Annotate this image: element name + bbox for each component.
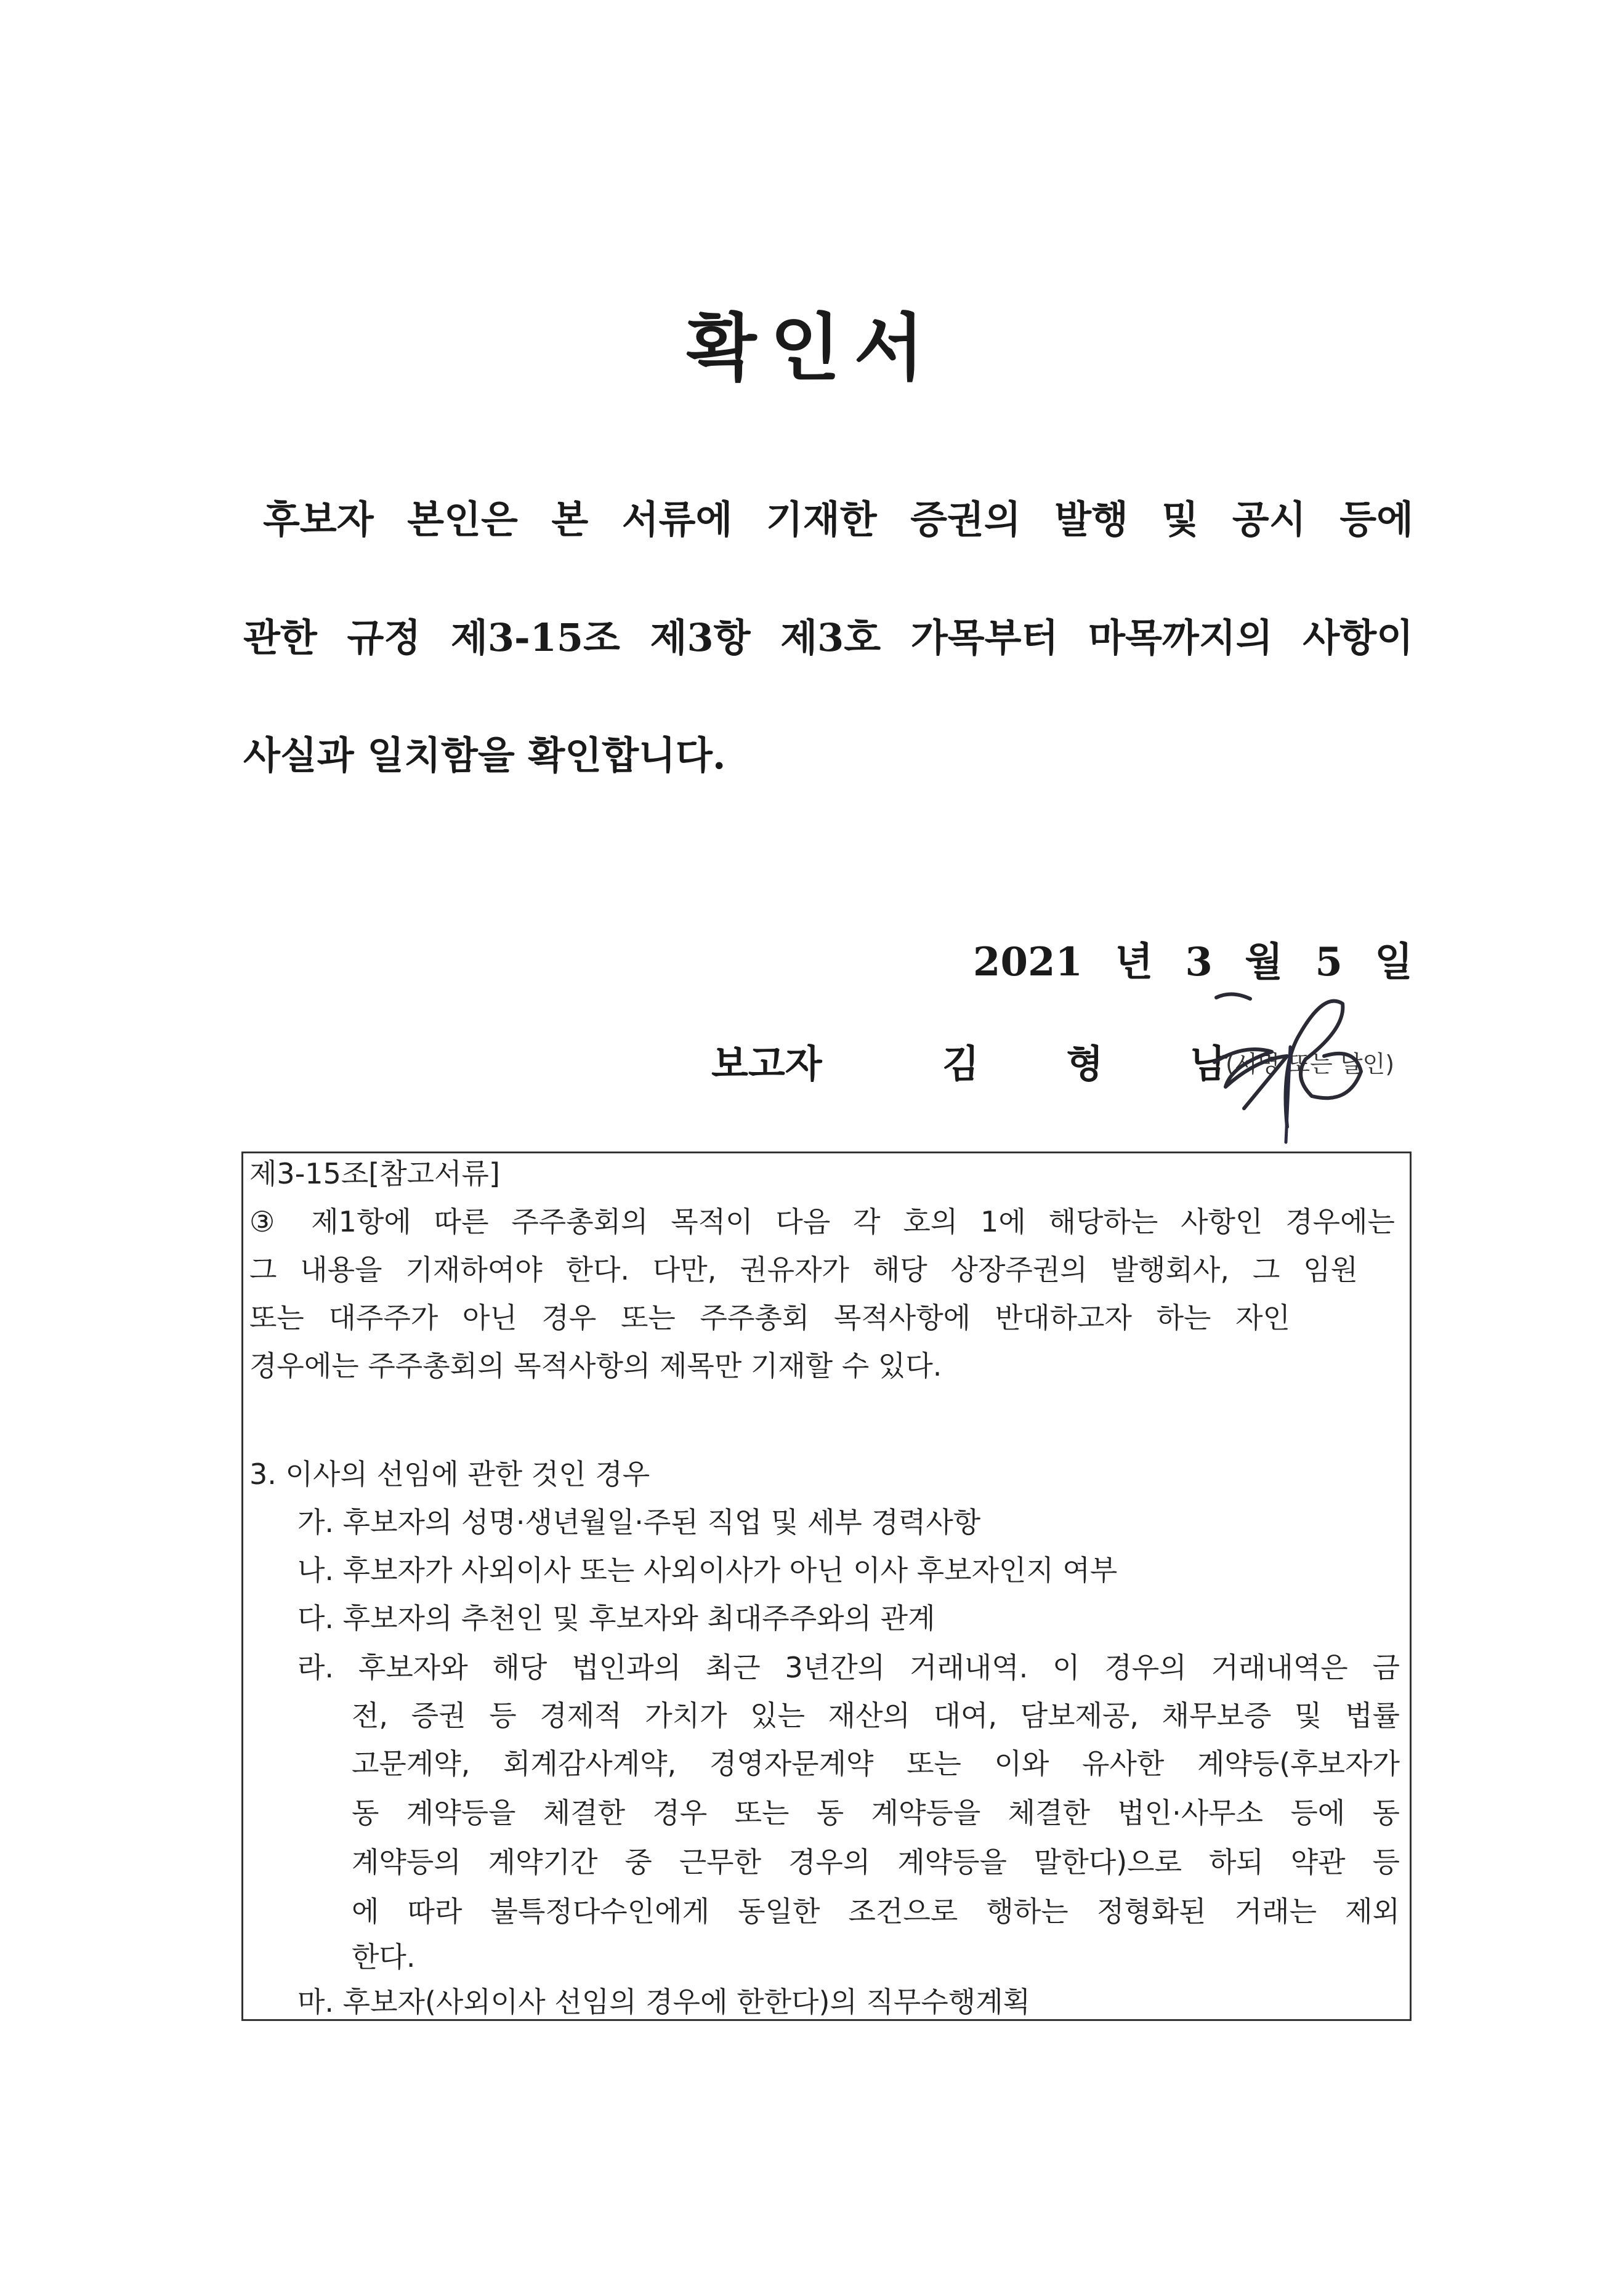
list-item: 라. 후보자와 해당 법인과의 최근 3년간의 거래내역. 이 경우의 거래내역은 금 bbox=[297, 1651, 1400, 1684]
reference-heading: 제3-15조[참고서류] bbox=[249, 1157, 500, 1190]
statement-line: 사실과 일치함을 확인합니다. bbox=[243, 733, 726, 778]
reference-line: 그 내용을 기재하여야 한다. 다만, 권유자가 해당 상장주권의 발행회사, 그 임원 bbox=[249, 1253, 1358, 1286]
list-item-continuation: 한다. bbox=[352, 1940, 416, 1974]
list-item-continuation: 계약등의 계약기간 중 근무한 경우의 계약등을 말한다)으로 하되 약관 등 bbox=[352, 1845, 1400, 1879]
list-item-continuation: 전, 증권 등 경제적 가치가 있는 재산의 대여, 담보제공, 채무보증 및 법률 bbox=[352, 1699, 1400, 1732]
list-item: 마. 후보자(사외이사 선임의 경우에 한한다)의 직무수행계획 bbox=[297, 1985, 1031, 2019]
reference-line: 경우에는 주주총회의 목적사항의 제목만 기재할 수 있다. bbox=[249, 1349, 942, 1382]
reporter-name: 김 형 남 bbox=[942, 1041, 1264, 1086]
reference-box bbox=[241, 1152, 1412, 2021]
statement-line: 후보자 본인은 본 서류에 기재한 증권의 발행 및 공시 등에 bbox=[263, 497, 1413, 542]
statement-line: 관한 규정 제3-15조 제3항 제3호 가목부터 마목까지의 사항이 bbox=[243, 615, 1413, 660]
date: 2021 년 3 월 5 일 bbox=[972, 939, 1413, 985]
list-item: 나. 후보자가 사외이사 또는 사외이사가 아닌 이사 후보자인지 여부 bbox=[297, 1554, 1118, 1587]
list-item-continuation: 동 계약등을 체결한 경우 또는 동 계약등을 체결한 법인·사무소 등에 동 bbox=[352, 1796, 1400, 1829]
list-item-continuation: 에 따라 불특정다수인에게 동일한 조건으로 행하는 정형화된 거래는 제외 bbox=[352, 1895, 1400, 1928]
list-item: 다. 후보자의 추천인 및 후보자와 최대주주와의 관계 bbox=[297, 1602, 935, 1635]
reporter-label: 보고자 bbox=[711, 1041, 822, 1086]
list-item: 가. 후보자의 성명·생년월일·주된 직업 및 세부 경력사항 bbox=[297, 1506, 981, 1539]
signature-note: (서명 또는 날인) bbox=[1226, 1051, 1395, 1078]
reference-line: 또는 대주주가 아닌 경우 또는 주주총회 목적사항에 반대하고자 하는 자인 bbox=[249, 1301, 1290, 1334]
signature-mark bbox=[1207, 985, 1416, 1145]
reference-line: ③ 제1항에 따른 주주총회의 목적이 다음 각 호의 1에 해당하는 사항인 경우에는 bbox=[249, 1205, 1395, 1238]
list-item-continuation: 고문계약, 회계감사계약, 경영자문계약 또는 이와 유사한 계약등(후보자가 bbox=[352, 1747, 1400, 1780]
document-title: 확인서 bbox=[686, 305, 938, 390]
item-heading: 3. 이사의 선임에 관한 것인 경우 bbox=[249, 1458, 650, 1491]
